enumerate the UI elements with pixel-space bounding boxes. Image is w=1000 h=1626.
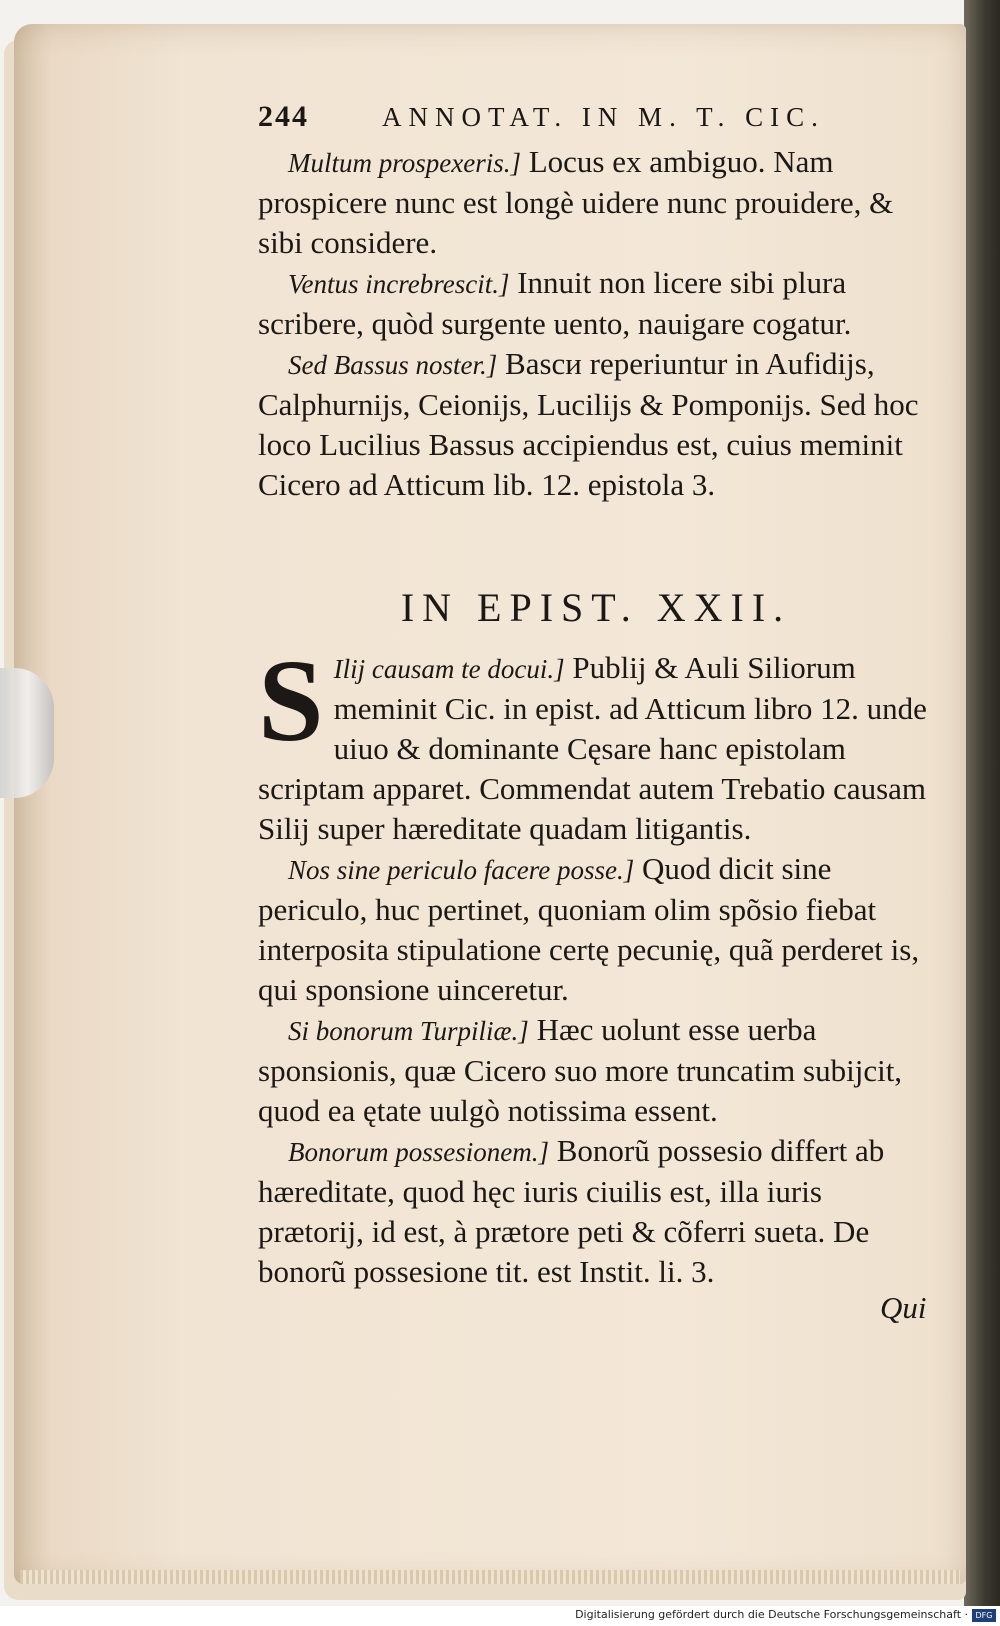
paragraph-text: Locus ex ambiguo. Nam prospicere nunc est longè uidere nunc prouidere, & sibi considere. bbox=[258, 144, 894, 260]
lemma: Ilij causam te docui.] bbox=[333, 654, 565, 684]
lemma: Nos sine periculo facere posse.] bbox=[288, 855, 635, 885]
page-header bbox=[258, 100, 938, 140]
lemma: Multum prospexeris.] bbox=[288, 148, 521, 178]
paragraph-2 bbox=[258, 263, 934, 344]
dfg-logo-icon: DFG bbox=[972, 1609, 996, 1622]
paragraph-6 bbox=[258, 1010, 934, 1131]
paragraph-3 bbox=[258, 344, 934, 505]
folio-number: 244 bbox=[258, 100, 309, 133]
paragraph-text: Hæc uolunt esse uerba sponsionis, quæ Cicero suo more truncatim subijcit, quod ea ętate uulgò notissima essent. bbox=[258, 1012, 903, 1128]
book-binding bbox=[964, 0, 1000, 1626]
paragraph-text: Quod dicit sine periculo, huc pertinet, quoniam olim spõsio fiebat interposita stipulatione certę pecunię, quã perderet is, qui sponsione uinceretur. bbox=[258, 851, 920, 1007]
running-title: ANNOTAT. IN M. T. CIC. bbox=[382, 102, 825, 132]
page-bottom-edge bbox=[20, 1570, 960, 1584]
paragraph-text: Basси reperiuntur in Aufidijs, Calphurnijs, Ceionijs, Lucilijs & Pomponijs. Sed hoc loco Lucilius Bassus accipiendus est, cuius meminit Cicero ad Atticum lib. 12. epistola 3. bbox=[258, 346, 919, 502]
paragraph-text: Publij & Auli Siliorum meminit Cic. in epist. ad Atticum libro 12. unde uiuo & dominante Cęsare hanc epistolam scriptam apparet. Commendat autem Trebatio causam Silij super hæreditate quadam litigantis. bbox=[258, 650, 927, 846]
paragraph-7 bbox=[258, 1131, 934, 1292]
paragraph-5 bbox=[258, 849, 934, 1010]
section-heading: IN EPIST. XXII. bbox=[400, 585, 792, 630]
text-block-2 bbox=[258, 635, 934, 1292]
paragraph-text: Innuit non licere sibi plura scribere, quòd surgente uento, nauigare cogatur. bbox=[258, 265, 852, 341]
footer-credit: Digitalisierung gefördert durch die Deutsche Forschungsgemeinschaft · bbox=[575, 1608, 968, 1621]
lemma: Ventus increbrescit.] bbox=[288, 269, 510, 299]
drop-capital: S bbox=[258, 635, 324, 766]
lemma: Si bonorum Turpiliæ.] bbox=[288, 1016, 529, 1046]
paragraph-1 bbox=[258, 142, 934, 263]
paragraph-text: Bonorũ possesio differt ab hæreditate, quod hęc iuris ciuilis est, illa iuris prætorij, id est, à prætore peti & cõferri sueta. De bonorũ possesione tit. est Instit. li. 3. bbox=[258, 1133, 885, 1289]
lemma: Sed Bassus noster.] bbox=[288, 350, 498, 380]
paragraph-4 bbox=[258, 635, 934, 849]
digitization-footer bbox=[0, 1606, 1000, 1626]
catchword: Qui bbox=[880, 1290, 927, 1325]
text-block-1 bbox=[258, 142, 934, 505]
lemma: Bonorum possesionem.] bbox=[288, 1137, 549, 1167]
book-clip bbox=[0, 668, 54, 798]
